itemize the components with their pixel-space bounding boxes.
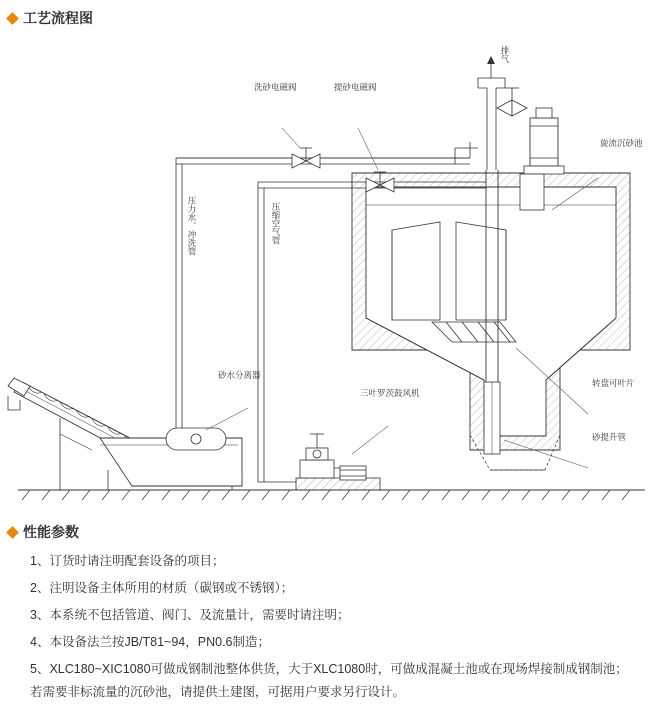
label-exhaust: 排气 [500, 46, 510, 63]
section-title-process: 工艺流程图 [23, 10, 93, 26]
diagram-svg [0, 30, 660, 510]
param-item-1: 1、订货时请注明配套设备的项目； [30, 554, 225, 568]
label-water-supply-pipe: 压力水、冲洗管 [187, 196, 197, 256]
label-air-supply-pipe: 压缩空气管 [271, 202, 281, 245]
performance-parameters-list [30, 548, 650, 706]
section-heading-params [8, 522, 79, 542]
label-sand-water-separator: 砂水分离器 [218, 370, 261, 380]
param-item-3: 3、本系统不包括管道、阀门、及流量计，需要时请注明； [30, 608, 350, 622]
label-rotating-disc-blade: 转盘可叶片 [592, 378, 635, 388]
diamond-bullet-icon [6, 12, 19, 25]
label-wash-sand-solenoid-valve: 洗砂电磁阀 [254, 82, 297, 92]
label-sand-lift-pipe: 砂提升管 [592, 432, 627, 442]
param-item-5: 5、XLC180~XIC1080可做成钢制池整体供货，大于XLC1080时，可做成混凝土池或在现场焊接制成钢制池； [30, 662, 628, 676]
label-cyclone-sand-tank: 旋流沉砂池 [600, 138, 643, 148]
param-item-4: 4、本设备法兰按JB/T81~94，PN0.6制造； [30, 635, 270, 649]
process-flow-diagram [0, 30, 660, 510]
param-item-2: 2、注明设备主体所用的材质（碳钢或不锈钢）； [30, 581, 294, 595]
param-item-5-continued: 若需要非标流量的沉砂池，请提供土建图，可据用户要求另行设计。 [30, 685, 406, 699]
label-lift-sand-solenoid-valve: 提砂电磁阀 [334, 82, 377, 92]
section-heading-process [8, 8, 93, 28]
label-three-lobe-roots-blower: 三叶罗茨鼓风机 [360, 388, 420, 398]
diamond-bullet-icon-2 [6, 526, 19, 539]
section-title-params: 性能参数 [23, 524, 79, 540]
